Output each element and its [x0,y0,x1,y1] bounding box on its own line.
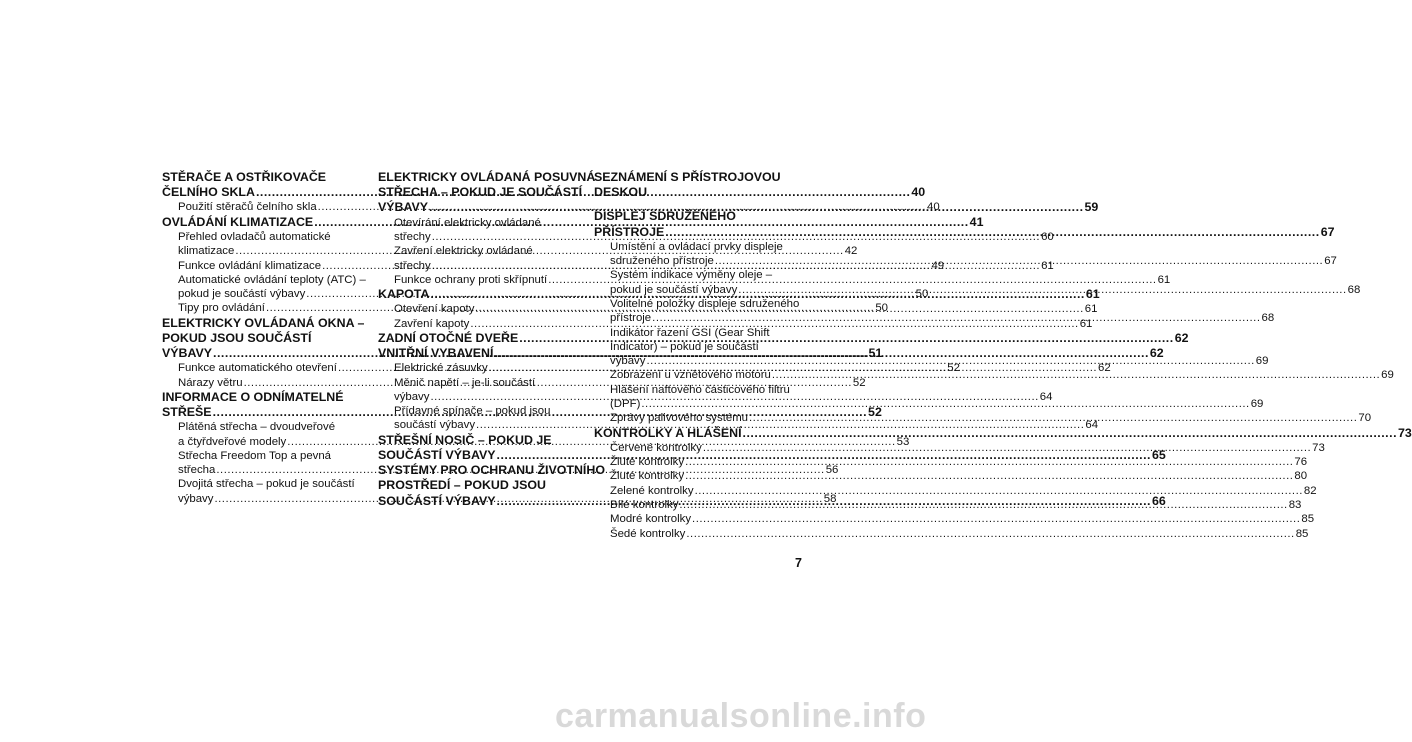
toc-page-ref: 52 [852,376,866,389]
toc-page-ref: 67 [1324,255,1337,268]
toc-entry-title: Zprávy palivového systému [610,412,749,425]
toc-entry-title: Žluté kontrolky [610,470,685,483]
dot-leader [685,469,1293,483]
toc-entry-title: Elektrické zásuvky [394,362,488,375]
toc-entry-text: Zavření elektricky ovládané [394,245,533,258]
toc-entry-text: STŘECHA – POKUD JE SOUČÁSTÍ [378,185,583,200]
toc-entry-text: INFORMACE O ODNÍMATELNÉ [162,389,344,404]
dot-leader [665,225,1319,240]
toc-entry-title: střechy [394,259,431,272]
toc-entry-row [610,484,1317,498]
toc-entry-row [610,512,1315,526]
toc-entry-title: výbavy [178,492,214,505]
toc-entry-text: DESKOU [594,185,648,200]
toc-entry-title: Červené kontrolky [610,441,702,454]
toc-entry-row [610,455,1308,469]
toc-entry-text: Dvojitá střecha – pokud je součástí [178,478,355,491]
toc-page-ref: 82 [1303,484,1317,497]
toc-entry-text: SEZNÁMENÍ S PŘÍSTROJOVOU [594,170,781,184]
dot-leader [695,484,1303,498]
toc-entry-title: KAPOTA [378,287,430,302]
dot-leader [772,368,1380,382]
toc-page-ref: 62 [1174,330,1189,345]
toc-entry-title: Šedé kontrolky [610,527,686,540]
toc-page-ref: 85 [1295,527,1309,540]
toc-entry-title: Nárazy větru [178,376,243,389]
toc-page-ref: 64 [1085,419,1099,432]
toc-entry-title: SOUČÁSTÍ VÝBAVY [378,447,496,462]
toc-entry-title: (DPF) [610,398,641,411]
toc-entry-title: KONTROLKY A HLÁŠENÍ [594,425,742,440]
toc-entry-title: sdruženého přístroje [610,255,714,268]
toc-entry-text: POKUD JSOU SOUČÁSTÍ [162,330,312,345]
dot-leader [686,527,1294,541]
dot-leader [679,498,1287,512]
toc-section-heading[interactable] [594,170,787,200]
toc-page-ref: 52 [868,405,882,420]
toc-page-ref: 50 [915,288,929,301]
toc-page-ref: 53 [896,435,910,448]
dot-leader [641,397,1249,411]
toc-entry-title: Tipy pro ovládání [178,302,265,315]
toc-entry-text: SYSTÉMY PRO OCHRANU ŽIVOTNÍHO [378,463,605,478]
toc-page-ref: 58 [823,492,837,505]
toc-entry-text: Hlášení naftového částicového filtru [610,383,790,396]
toc-page-ref: 61 [1084,303,1098,316]
toc-entry-title: klimatizace [178,245,235,258]
dot-leader [749,411,1357,425]
toc-page-ref: 64 [1039,390,1053,403]
toc-entry-title: OVLÁDÁNÍ KLIMATIZACE [162,214,314,229]
toc-page-ref: 83 [1288,499,1302,512]
toc-page-ref: 40 [911,185,926,200]
dot-leader [256,185,910,200]
toc-page-ref: 80 [1294,470,1308,483]
toc-page-ref: 68 [1347,283,1361,296]
toc-entry-title: součástí výbavy [394,419,476,432]
toc-page-ref: 67 [1320,224,1335,239]
toc-entry-title: VNITŘNÍ VYBAVENÍ [378,346,494,361]
toc-entry-text: STĚRAČE A OSTŘIKOVAČE [162,170,327,184]
toc-entry-text: Přehled ovladačů automatické [178,230,331,243]
toc-entry-title: střechy [394,230,431,243]
toc-entry-title: Použití stěračů čelního skla [178,201,317,214]
toc-entry-text: Indicator) – pokud je součástí [610,340,759,353]
toc-entry-row [610,397,1264,411]
toc-page-ref: 61 [1157,273,1171,286]
toc-page-ref: 73 [1312,441,1325,454]
toc-page-ref: 59 [1084,200,1099,215]
toc-subentry[interactable] [594,512,1315,526]
toc-page-ref: 76 [1294,456,1308,469]
toc-entry-title: Funkce ovládání klimatizace [178,259,322,272]
toc-entry-title: PŘÍSTROJE [594,224,665,239]
toc-page-ref: 61 [1041,259,1054,272]
toc-page-ref: 68 [1261,312,1275,325]
toc-entry-text: DISPLEJ SDRUŽENÉHO [594,209,736,224]
toc-entry-title: pokud je součástí výbavy [610,283,738,296]
dot-leader [646,354,1254,368]
dot-leader [715,254,1323,268]
toc-page-ref: 66 [1151,493,1166,508]
toc-entry-text: Automatické ovládání teploty (ATC) – [178,273,366,286]
dot-leader [743,426,1397,441]
toc-page-ref: 41 [969,214,984,229]
toc-page-ref: 65 [1151,447,1166,462]
toc-subentry[interactable] [594,484,1317,498]
toc-entry-title: a čtyřdveřové modely [178,435,287,448]
toc-page-ref: 70 [1358,412,1372,425]
toc-entry-title: ČELNÍHO SKLA [162,185,255,200]
toc-page-ref: 61 [1085,287,1100,302]
toc-entry-title: Bílé kontrolky [610,499,679,512]
toc-entry-text: ELEKTRICKY OVLÁDANÁ OKNA – [162,315,365,330]
dot-leader [692,512,1300,526]
dot-leader [685,455,1293,469]
toc-entry-text: STŘEŠNÍ NOSIČ – POKUD JE [378,432,552,447]
toc-entry-title: střecha [178,464,216,477]
dot-leader [738,283,1346,297]
toc-subentry[interactable] [594,455,1308,469]
toc-entry-title: Funkce ochrany proti skřípnutí [394,273,548,286]
toc-page-ref: 52 [947,362,960,375]
toc-entry-title: Zobrazení u vznětového motoru [610,369,771,382]
toc-entry-title: Zelené kontrolky [610,484,694,497]
toc-page-ref: 69 [1381,369,1394,382]
toc-page-ref: 73 [1398,425,1412,440]
toc-page-ref: 49 [931,259,945,272]
toc-entry-text: ELEKTRICKY OVLÁDANÁ POSUVNÁ [378,170,596,184]
toc-page-ref: 69 [1250,398,1264,411]
dot-leader [703,441,1311,455]
toc-page-ref: 61 [1079,317,1093,330]
toc-page-ref: 51 [868,346,883,361]
toc-entry-row [610,527,1309,541]
toc-entry-text: Otevírání elektricky ovládané [394,216,541,229]
page-number: 7 [795,556,802,570]
toc-entry-text: Systém indikace výměny oleje – [610,269,773,282]
toc-entry-text: Střecha Freedom Top a pevná [178,449,332,462]
toc-entry-title: Zavření kapoty [394,317,470,330]
toc-entry-title: VÝBAVY [378,200,429,215]
toc-page-ref: 50 [875,302,888,315]
toc-entry-title: VÝBAVY [162,346,213,361]
toc-entry-row [394,390,1053,404]
toc-entry-text: Měnič napětí – je-li součástí [394,376,536,389]
toc-page-ref: 85 [1301,513,1315,526]
toc-entry-title: pokud je součástí výbavy [178,288,306,301]
toc-page-ref: 60 [1041,230,1054,243]
toc-page-ref: 62 [1149,346,1164,361]
toc-entry-title: ZADNÍ OTOČNÉ DVEŘE [378,330,519,345]
toc-entry-text: Indikátor řazení GSI (Gear Shift [610,326,770,339]
toc-entry-row [610,354,1269,368]
toc-page-ref: 69 [1255,355,1269,368]
toc-page-ref: 42 [844,245,858,258]
toc-entry-title: přístroje [610,312,652,325]
toc-entry-text: PROSTŘEDÍ – POKUD JSOU [378,478,546,493]
dot-leader [652,311,1260,325]
toc-subentry[interactable] [594,527,1309,541]
watermark: carmanualsonline.info [555,697,927,735]
toc-entry-title: SOUČÁSTÍ VÝBAVY [378,493,496,508]
toc-entry-text: Umístění a ovládací prvky displeje [610,240,783,253]
toc-page-ref: 56 [825,464,839,477]
toc-entry-title: Otevření kapoty [394,303,475,316]
toc-entry-text: Přídavné spínače – pokud jsou [394,405,551,418]
toc-page-ref: 40 [927,201,940,214]
toc-entry-title: výbavy [394,390,430,403]
toc-entry-title: Žluté kontrolky [610,456,685,469]
toc-entry-title: výbavy [610,355,646,368]
toc-entry-text: Plátěná střecha – dvoudveřové [178,421,336,434]
toc-entry-title: Modré kontrolky [610,513,692,526]
toc-page-ref: 62 [1098,362,1111,375]
toc-entry-title: Funkce automatického otevření [178,362,337,375]
toc-entry-text: Volitelné položky displeje sdruženého [610,298,800,310]
toc-entry-title: STŘEŠE [162,405,212,420]
